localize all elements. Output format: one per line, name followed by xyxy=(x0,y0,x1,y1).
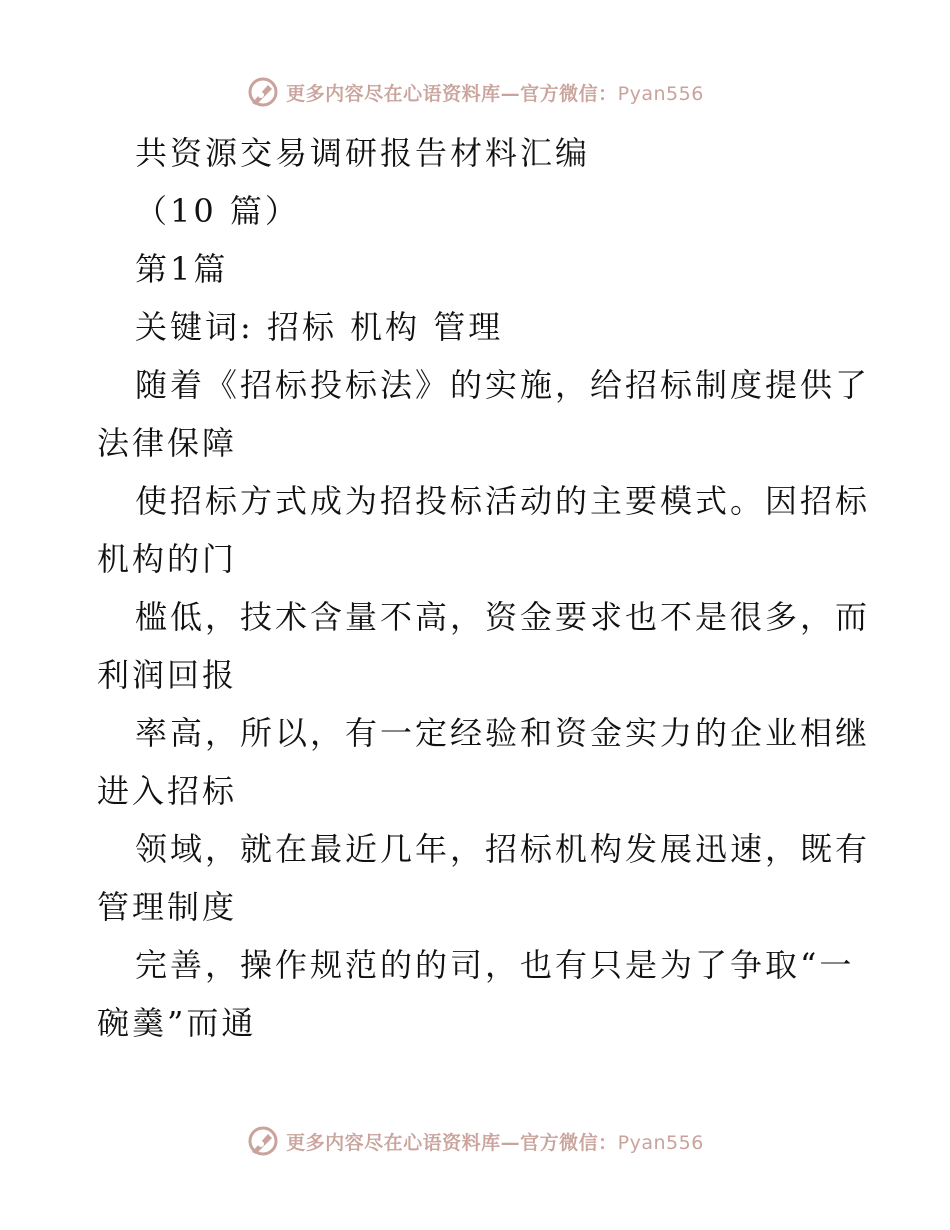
document-body xyxy=(97,124,871,1052)
paragraph-line: 随着《招标投标法》的实施，给招标制度提供了 xyxy=(135,366,871,404)
doc-subtitle: （10 篇） xyxy=(135,192,300,230)
paragraph-line: 率高，所以，有一定经验和资金实力的企业相继 xyxy=(135,714,871,752)
paragraph-line: 利润回报 xyxy=(97,656,238,694)
header-banner xyxy=(0,72,950,112)
footer-banner xyxy=(0,1121,950,1161)
wechat-id: Pyan556 xyxy=(617,1131,704,1154)
wechat-id: Pyan556 xyxy=(617,82,704,105)
paragraph-line: 槛低，技术含量不高，资金要求也不是很多，而 xyxy=(135,598,871,636)
paragraph-line: 法律保障 xyxy=(97,424,238,462)
pen-logo-icon xyxy=(246,75,280,109)
banner-text: 更多内容尽在心语资料库—官方微信：Pyan556 xyxy=(286,82,704,105)
paragraph-line: 碗羹”而通 xyxy=(97,1004,257,1042)
paragraph-line: 管理制度 xyxy=(97,888,238,926)
keywords-line: 关键词: 招标 机构 管理 xyxy=(135,308,504,346)
banner-text: 更多内容尽在心语资料库—官方微信：Pyan556 xyxy=(286,1131,704,1154)
paragraph-line: 进入招标 xyxy=(97,772,238,810)
paragraph-line: 使招标方式成为招投标活动的主要模式。因招标 xyxy=(135,482,871,520)
pen-logo-icon xyxy=(246,1124,280,1158)
paragraph-line: 机构的门 xyxy=(97,540,238,578)
paragraph-line: 领域，就在最近几年，招标机构发展迅速，既有 xyxy=(135,830,871,868)
section-heading: 第1篇 xyxy=(135,250,229,288)
doc-title: 共资源交易调研报告材料汇编 xyxy=(135,134,591,172)
paragraph-line: 完善，操作规范的的司，也有只是为了争取“一 xyxy=(135,946,855,984)
